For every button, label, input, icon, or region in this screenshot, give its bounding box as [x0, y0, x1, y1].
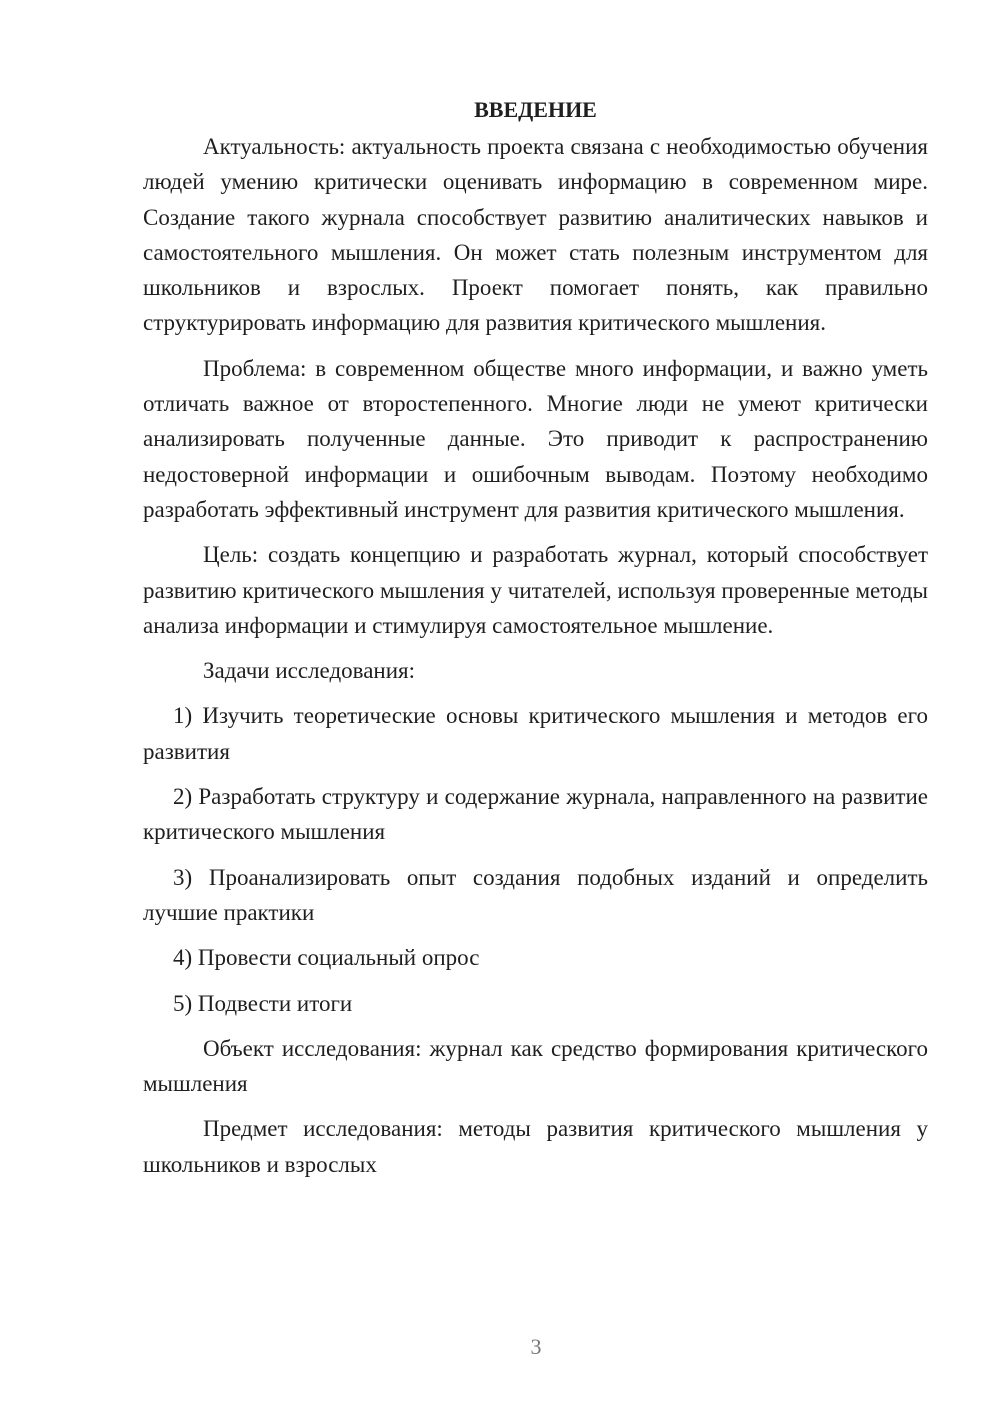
tasks-heading: Задачи исследования: [203, 658, 416, 684]
task-item: 5) Подвести итоги [173, 990, 353, 1016]
subject-paragraph: Предмет исследования: методы развития критического мышления у школьников и взрослых [143, 1116, 928, 1177]
goal-paragraph: Цель: создать концепцию и разработать журнал, который способствует развитию критического мышления у читателей, используя проверенные методы анализа информации и стимулируя самостоятельное мышление. [143, 542, 928, 638]
section-title: ВВЕДЕНИЕ [474, 97, 597, 122]
task-item: 1) Изучить теоретические основы критического мышления и методов его развития [143, 703, 928, 764]
page-content [143, 94, 928, 1192]
task-item: 2) Разработать структуру и содержание журнала, направленного на развитие критического мышления [143, 784, 928, 845]
relevance-paragraph: Актуальность: актуальность проекта связана с необходимостью обучения людей умению критически оценивать информацию в современном мире. Создание такого журнала способствует развитию аналитических навыков и самостоятельного мышления. Он может стать полезным инструментом для школьников и взрослых. Проект помогает понять, как правильно структурировать информацию для развития критического мышления. [143, 134, 928, 336]
task-item: 4) Провести социальный опрос [173, 945, 480, 971]
page-number: 3 [530, 1334, 542, 1359]
problem-paragraph: Проблема: в современном обществе много информации, и важно уметь отличать важное от второстепенного. Многие люди не умеют критически анализировать полученные данные. Это приводит к распространению недостоверной информации и ошибочным выводам. Поэтому необходимо разработать эффективный инструмент для развития критического мышления. [143, 355, 928, 522]
task-item: 3) Проанализировать опыт создания подобных изданий и определить лучшие практики [143, 864, 928, 925]
object-paragraph: Объект исследования: журнал как средство формирования критического мышления [143, 1035, 928, 1097]
